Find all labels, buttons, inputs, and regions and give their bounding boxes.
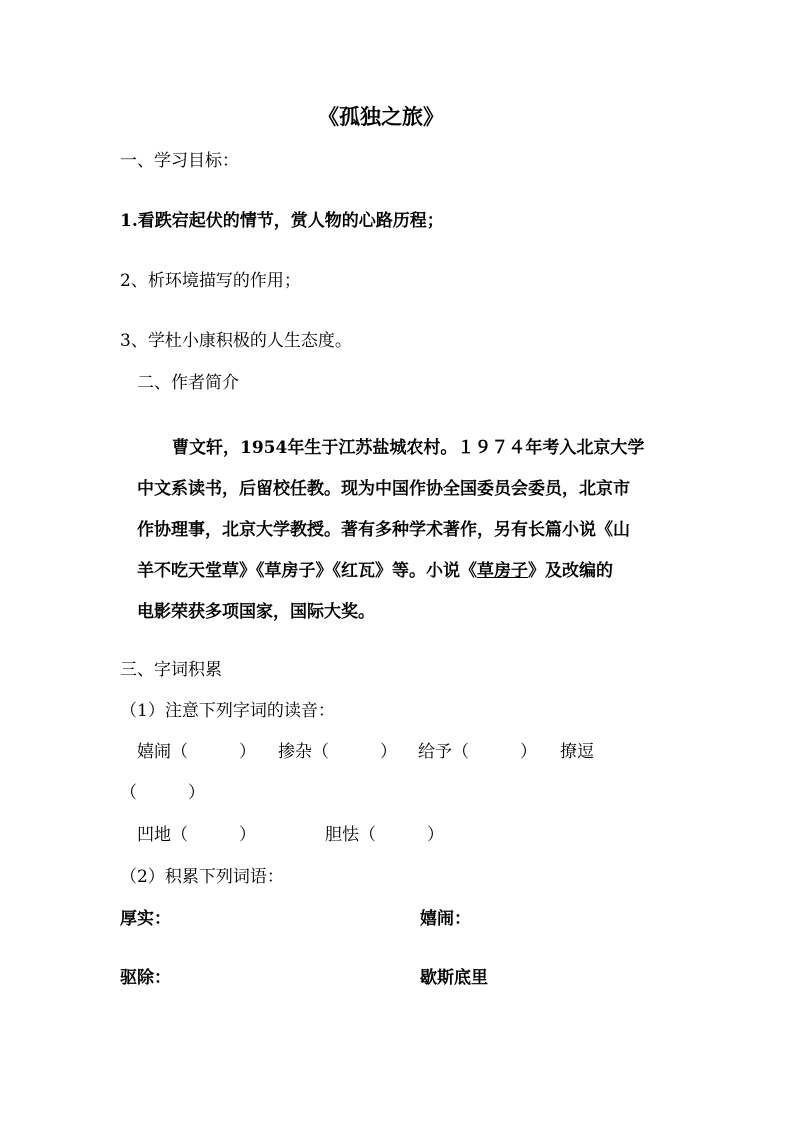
bio-line-3: 作协理事，北京大学教授。著有多种学术著作，另有长篇小说《山 bbox=[137, 520, 630, 540]
vocab-word-1: 厚实： bbox=[120, 909, 171, 929]
section-heading-goals: 一、学习目标： bbox=[120, 151, 239, 171]
bio-line-4-head: 羊不吃天堂草》《草房子》《红瓦》等。小说《 bbox=[137, 561, 477, 581]
section-heading-author: 二、作者简介 bbox=[137, 373, 239, 393]
pron-word-3: 给予（ ） bbox=[418, 742, 537, 762]
pron-word-1: 嬉闹（ ） bbox=[137, 742, 256, 762]
bio-line-5: 电影荣获多项国家，国际大奖。 bbox=[137, 602, 375, 622]
underlined-book-title: 草房子 bbox=[477, 561, 528, 581]
pron-word-4-blank: （ ） bbox=[120, 783, 205, 803]
vocab-word-4: 歇斯底里 bbox=[420, 968, 488, 988]
vocab-word-2: 嬉闹： bbox=[420, 909, 471, 929]
subheading-pronunciation: （1）注意下列字词的读音： bbox=[120, 701, 335, 721]
pron-word-5: 凹地（ ） bbox=[137, 825, 256, 845]
document-title: 《孤独之旅》 bbox=[318, 104, 444, 129]
goal-item-2: 2、析环境描写的作用； bbox=[120, 271, 301, 291]
goal-item-3: 3、学杜小康积极的人生态度。 bbox=[120, 331, 352, 351]
author-bio-paragraph bbox=[137, 428, 677, 633]
pron-word-2: 掺杂（ ） bbox=[278, 742, 397, 762]
goal-item-1: 1.看跌宕起伏的情节，赏人物的心路历程； bbox=[120, 211, 444, 231]
vocab-word-3: 驱除： bbox=[120, 968, 171, 988]
subheading-accumulate: （2）积累下列词语： bbox=[120, 867, 284, 887]
bio-line-2: 中文系读书，后留校任教。现为中国作协全国委员会委员，北京市 bbox=[137, 479, 630, 499]
pron-word-6: 胆怯（ ） bbox=[325, 825, 444, 845]
bio-line-4 bbox=[137, 551, 677, 592]
bio-line-1: 曹文轩，1954年生于江苏盐城农村。１９７４年考入北京大学 bbox=[172, 438, 645, 458]
section-heading-vocabulary: 三、字词积累 bbox=[120, 660, 222, 680]
bio-line-4-tail: 》及改编的 bbox=[528, 561, 613, 581]
pron-word-4: 撩逗 bbox=[560, 742, 594, 762]
